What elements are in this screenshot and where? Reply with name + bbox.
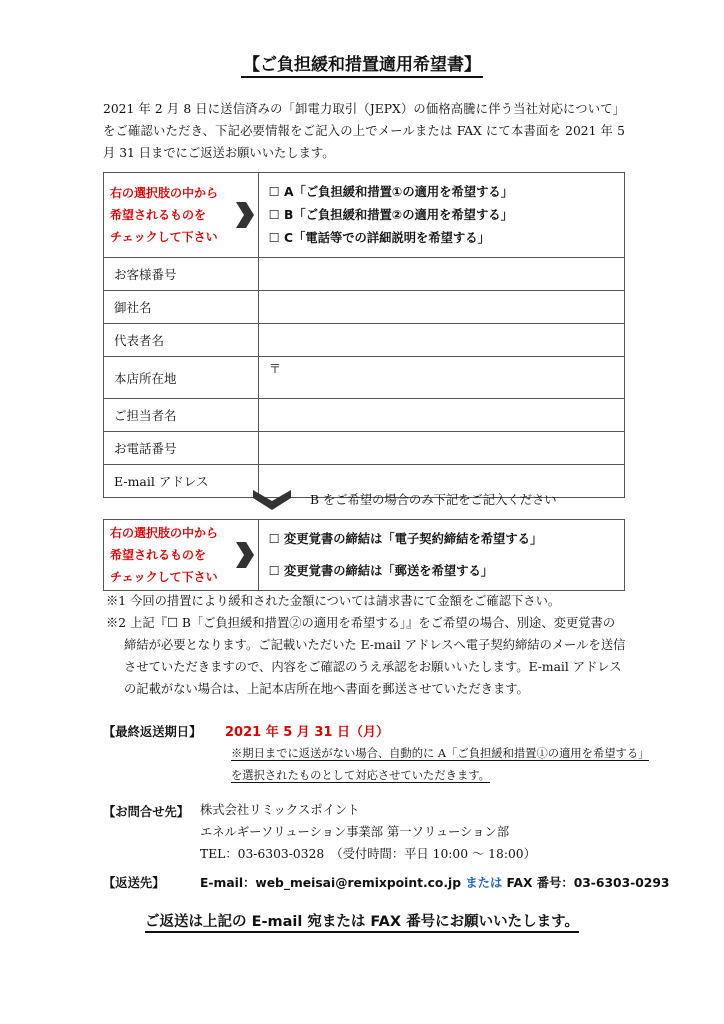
head-office-address-input[interactable]: 〒 [258, 357, 624, 399]
selector-row [104, 173, 625, 258]
field-row [104, 432, 625, 465]
field-label: お客様番号 [104, 258, 259, 291]
contract-method-table [103, 519, 625, 591]
chevron-right-icon [234, 202, 254, 228]
customer-number-input[interactable] [258, 258, 624, 291]
return-address [200, 873, 669, 891]
selector-options [258, 173, 624, 258]
notes [106, 590, 626, 700]
selector-instruction: 右の選択肢の中から 希望されるものを チェックして下さい [104, 173, 259, 258]
option-a-checkbox[interactable]: ☐ A「ご負担緩和措置①の適用を希望する」 [268, 184, 514, 199]
field-label: お電話番号 [104, 432, 259, 465]
field-label: E-mail アドレス [104, 465, 259, 498]
note-2: ※2 上記『☐ B「ご負担緩和措置②の適用を希望する」』をご希望の場合、別途、変更覚書の締結が必要となります。ご記載いただいた E-mail アドレスへ電子契約締結のメールを送信させていただきますので、内容をご確認のうえ承認をお願いいたします。E-mail アドレスの記載がない場合は、上記本店所在地へ書面を郵送させていただきます。 [106, 616, 626, 696]
field-label: 御社名 [104, 291, 259, 324]
return-fax: FAX 番号：03-6303-0293 [506, 876, 670, 890]
field-row [104, 357, 625, 399]
postal-contract-checkbox[interactable]: ☐ 変更覚書の締結は「郵送を希望する」 [268, 564, 494, 578]
selector-row [104, 520, 625, 591]
field-label: 代表者名 [104, 324, 259, 357]
phone-number-input[interactable] [258, 432, 624, 465]
return-email-link[interactable]: E-mail：web_meisai@remixpoint.co.jp [200, 876, 462, 890]
field-row [104, 324, 625, 357]
closing-request: ご返送は上記の E-mail 宛または FAX 番号にお願いいたします。 [0, 910, 724, 931]
deadline-note-line1: ※期日までに返送がない場合、自動的に A「ご負担緩和措置①の適用を希望する」 [231, 747, 650, 760]
field-row [104, 291, 625, 324]
representative-name-input[interactable] [258, 324, 624, 357]
deadline-label: 【最終返送期日】 [103, 725, 202, 739]
company-name-input[interactable] [258, 291, 624, 324]
deadline-date: 2021 年 5 月 31 日（月） [225, 725, 389, 740]
field-row [104, 399, 625, 432]
note-1: ※1 今回の措置により緩和された金額については請求書にて金額をご確認下さい。 [106, 594, 561, 608]
field-row [104, 258, 625, 291]
electronic-contract-checkbox[interactable]: ☐ 変更覚書の締結は「電子契約締結を希望する」 [268, 532, 543, 546]
option-c-checkbox[interactable]: ☐ C「電話等での詳細説明を希望する」 [268, 230, 490, 245]
deadline-note-line2: を選択されたものとして対応させていただきます。 [231, 769, 490, 782]
contact-department: エネルギーソリューション事業部 第一ソリューション部 [200, 825, 510, 839]
chevron-right-icon [234, 542, 254, 568]
intro-paragraph: 2021 年 2 月 8 日に送信済みの「卸電力取引（JEPX）の価格高騰に伴う当社対応について」をご確認いただき、下記必要情報をご記入の上でメールまたは FAX にて本書面を 2021 年 5 月 31 日までにご返送お願いいたします。 [103, 102, 625, 160]
contact-label: 【お問合せ先】 [103, 805, 190, 819]
contact-person-input[interactable] [258, 399, 624, 432]
contact-company: 株式会社リミックスポイント [200, 803, 360, 817]
field-label: 本店所在地 [104, 357, 259, 399]
option-b-note: B をご希望の場合のみ下記をご記入ください [310, 493, 557, 507]
document-title: 【ご負担緩和措置適用希望書】 [0, 50, 724, 75]
chevron-down-icon [253, 488, 291, 510]
contact-tel: TEL：03-6303-0328 （受付時間：平日 10:00 ～ 18:00） [200, 847, 536, 861]
option-b-checkbox[interactable]: ☐ B「ご負担緩和措置②の適用を希望する」 [268, 207, 513, 222]
contact-block [200, 799, 536, 865]
return-or: または [465, 876, 503, 890]
selector-options [258, 520, 624, 591]
selector-instruction: 右の選択肢の中から 希望されるものを チェックして下さい [104, 520, 259, 591]
return-label: 【返送先】 [103, 876, 165, 890]
application-form-table [103, 172, 625, 498]
field-label: ご担当者名 [104, 399, 259, 432]
